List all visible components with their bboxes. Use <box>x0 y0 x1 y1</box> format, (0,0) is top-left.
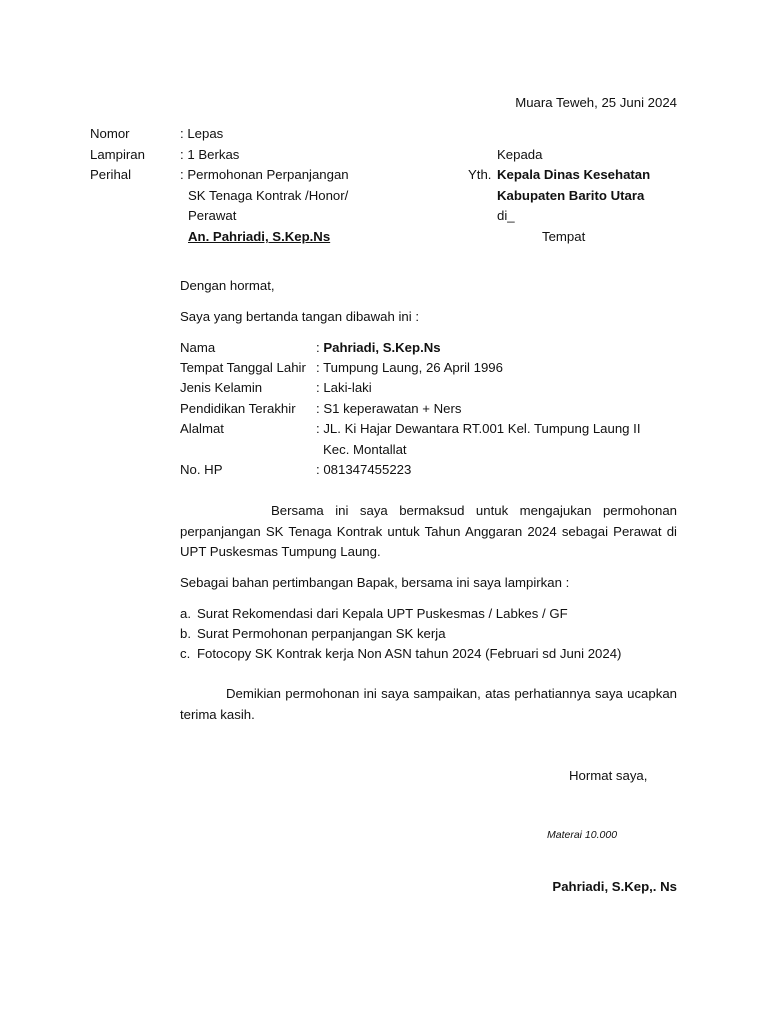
perihal-line1: : Permohonan Perpanjangan <box>180 167 349 182</box>
materai-label: Materai 10.000 <box>547 829 618 841</box>
attachment-marker: a. <box>180 606 191 621</box>
attachment-text: Surat Rekomendasi dari Kepala UPT Puskesmas / Labkes / GF <box>197 606 568 621</box>
nomor-label: Nomor <box>90 126 130 141</box>
nomor-value: : Lepas <box>180 126 224 141</box>
recipient-tempat: Tempat <box>542 229 586 244</box>
body-paragraph: Bersama ini saya bermaksud untuk mengajukan permohonan perpanjangan SK Tenaga Kontrak untuk Tahun Anggaran 2024 sebagai Perawat di UPT Puskesmas Tumpung Laung. <box>180 503 677 559</box>
attachment-marker: b. <box>180 626 191 641</box>
identity-value: : JL. Ki Hajar Dewantara RT.001 Kel. Tumpung Laung II <box>316 421 641 436</box>
signature-name: Pahriadi, S.Kep,. Ns <box>552 879 677 894</box>
closing-paragraph: Demikian permohonan ini saya sampaikan, atas perhatiannya saya ucapkan terima kasih. <box>180 686 677 722</box>
attachment-marker: c. <box>180 646 191 661</box>
perihal-line3: Perawat <box>188 208 237 223</box>
attachments-intro: Sebagai bahan pertimbangan Bapak, bersama ini saya lampirkan : <box>180 575 570 590</box>
recipient-di: di_ <box>497 208 515 223</box>
perihal-label: Perihal <box>90 167 132 182</box>
identity-label: Pendidikan Terakhir <box>180 401 296 416</box>
identity-name-bold: Pahriadi, S.Kep.Ns <box>323 340 441 355</box>
identity-value: : Pahriadi, S.Kep.Ns <box>316 340 441 355</box>
identity-value: : S1 keperawatan + Ners <box>316 401 462 416</box>
attachment-text: Surat Permohonan perpanjangan SK kerja <box>197 626 446 641</box>
identity-label: No. HP <box>180 462 223 477</box>
lampiran-value: : 1 Berkas <box>180 147 240 162</box>
identity-value: : 081347455223 <box>316 462 412 477</box>
salutation: Dengan hormat, <box>180 278 275 293</box>
perihal-line2: SK Tenaga Kontrak /Honor/ <box>188 188 349 203</box>
perihal-line4: An. Pahriadi, S.Kep.Ns <box>188 229 331 244</box>
identity-value: Kec. Montallat <box>323 442 407 457</box>
attachment-text: Fotocopy SK Kontrak kerja Non ASN tahun 2024 (Februari sd Juni 2024) <box>197 646 622 661</box>
identity-value: : Tumpung Laung, 26 April 1996 <box>316 360 503 375</box>
recipient-line1: Kepala Dinas Kesehatan <box>497 167 651 182</box>
place-date: Muara Teweh, 25 Juni 2024 <box>515 95 677 110</box>
regards: Hormat saya, <box>569 768 648 783</box>
identity-label: Alalmat <box>180 421 224 436</box>
intro-text: Saya yang bertanda tangan dibawah ini : <box>180 309 420 324</box>
identity-label: Nama <box>180 340 216 355</box>
recipient-line2: Kabupaten Barito Utara <box>497 188 645 203</box>
recipient-kepada: Kepada <box>497 147 543 162</box>
recipient-yth: Yth. <box>468 167 492 182</box>
lampiran-label: Lampiran <box>90 147 145 162</box>
identity-label: Jenis Kelamin <box>180 380 263 395</box>
identity-label: Tempat Tanggal Lahir <box>180 360 306 375</box>
identity-value: : Laki-laki <box>316 380 372 395</box>
